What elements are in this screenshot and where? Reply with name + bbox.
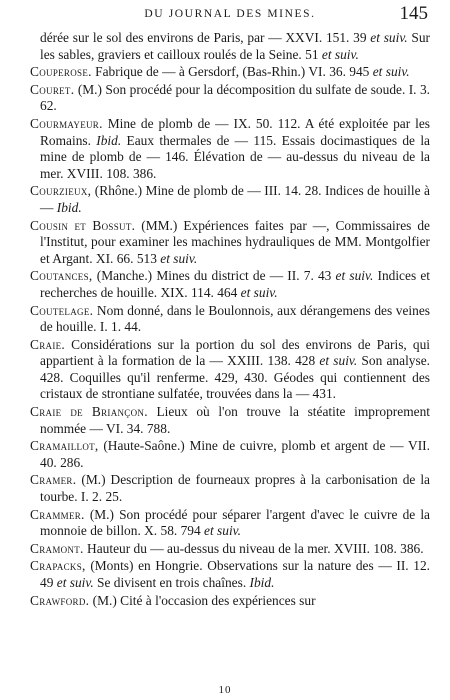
running-title: DU JOURNAL DES MINES. (144, 8, 316, 20)
index-entry (30, 64, 430, 81)
entry-term: Cramer. (30, 472, 77, 488)
signature-mark: 10 (218, 684, 232, 696)
entry-text: Mine de plomb de — IX. 50. 112. A été exploitée par les Romains. Ibid. Eaux thermales de — 115. Essais docimastiques de la mine de plomb de — 146. Élévation de — au-dessus du niveau de la mer. XVIII. 108. 386. (40, 115, 430, 181)
entry-text: Fabrique de — à Gersdorf, (Bas-Rhin.) VI. 36. 945 et suiv. (95, 64, 410, 80)
index-entry (30, 30, 430, 63)
index-entry (30, 183, 430, 216)
entry-term: Couret. (30, 81, 75, 97)
index-entry (30, 218, 430, 268)
entry-text: (Rhône.) Mine de plomb de — III. 14. 28. Indices de houille à — Ibid. (40, 183, 430, 215)
entry-text: (MM.) Expériences faites par —, Commissaires de l'Institut, pour examiner les machines hydrauliques de MM. Montgolfier et Argant. XI. 66. 513 et suiv. (40, 217, 430, 266)
index-entry (30, 507, 430, 540)
entry-text: Hauteur du — au-dessus du niveau de la mer. XVIII. 108. 386. (87, 540, 424, 556)
index-entry (30, 404, 430, 437)
entry-term: Coutelage. (30, 302, 94, 318)
entry-term: Cramaillot, (30, 438, 99, 454)
entry-term: Crammer. (30, 506, 85, 522)
entry-term: Cousin et Bossut. (30, 217, 136, 233)
index-entries (30, 30, 430, 609)
index-entry (30, 116, 430, 182)
index-entry (30, 337, 430, 403)
index-entry (30, 268, 430, 301)
entry-text: (M.) Cité à l'occasion des expériences sur (92, 592, 316, 608)
index-entry (30, 303, 430, 336)
entry-term: Crawford. (30, 592, 90, 608)
entry-term: Coutances, (30, 268, 93, 284)
entry-text: Nom donné, dans le Boulonnois, aux dérangemens des veines de houille. I. 1. 44. (40, 302, 430, 335)
page-header (30, 0, 430, 30)
index-entry (30, 472, 430, 505)
entry-text: (M.) Son procédé pour séparer l'argent d'avec le cuivre de la monnoie de billon. X. 58. 794 et suiv. (40, 506, 430, 539)
entry-text: Considérations sur la portion du sol des environs de Paris, qui appartient à la formation de la — XXIII. 138. 428 et suiv. Son analyse. 428. Coquilles qu'il renferme. 429, 430. Géodes qui contiennent des cristaux de strontiane sulfatée, trouvées dans la — 431. (40, 336, 430, 402)
entry-term: Crapacks, (30, 558, 86, 574)
index-entry (30, 593, 430, 610)
index-entry (30, 438, 430, 471)
entry-text: (M.) Description de fourneaux propres à la carbonisation de la tourbe. I. 2. 25. (40, 472, 430, 505)
entry-text: dérée sur le sol des environs de Paris, par — XXVI. 151. 39 et suiv. Sur les sables, graviers et cailloux roulés de la Seine. 51 et suiv. (40, 30, 430, 62)
index-entry (30, 541, 430, 558)
entry-term: Courzieux, (30, 183, 92, 199)
index-entry (30, 558, 430, 591)
page-number: 145 (399, 3, 428, 24)
entry-term: Craie. (30, 336, 66, 352)
entry-text: (M.) Son procédé pour la décomposition du sulfate de soude. I. 3. 62. (40, 81, 430, 114)
index-entry (30, 82, 430, 115)
entry-text: (Monts) en Hongrie. Observations sur la nature des — II. 12. 49 et suiv. Se divisent en trois chaînes. Ibid. (40, 558, 430, 590)
entry-text: Lieux où l'on trouve la stéatite improprement nommée — VI. 34. 788. (40, 404, 430, 436)
entry-text: (Manche.) Mines du district de — II. 7. 43 et suiv. Indices et recherches de houille. XIX. 114. 464 et suiv. (40, 268, 431, 300)
entry-text: (Haute-Saône.) Mine de cuivre, plomb et argent de — VII. 40. 286. (40, 438, 430, 470)
entry-term: Couperose. (30, 64, 92, 80)
entry-term: Courmayeur. (30, 115, 103, 131)
entry-term: Craie de Briançon. (30, 404, 148, 420)
entry-term: Cramont. (30, 540, 84, 556)
